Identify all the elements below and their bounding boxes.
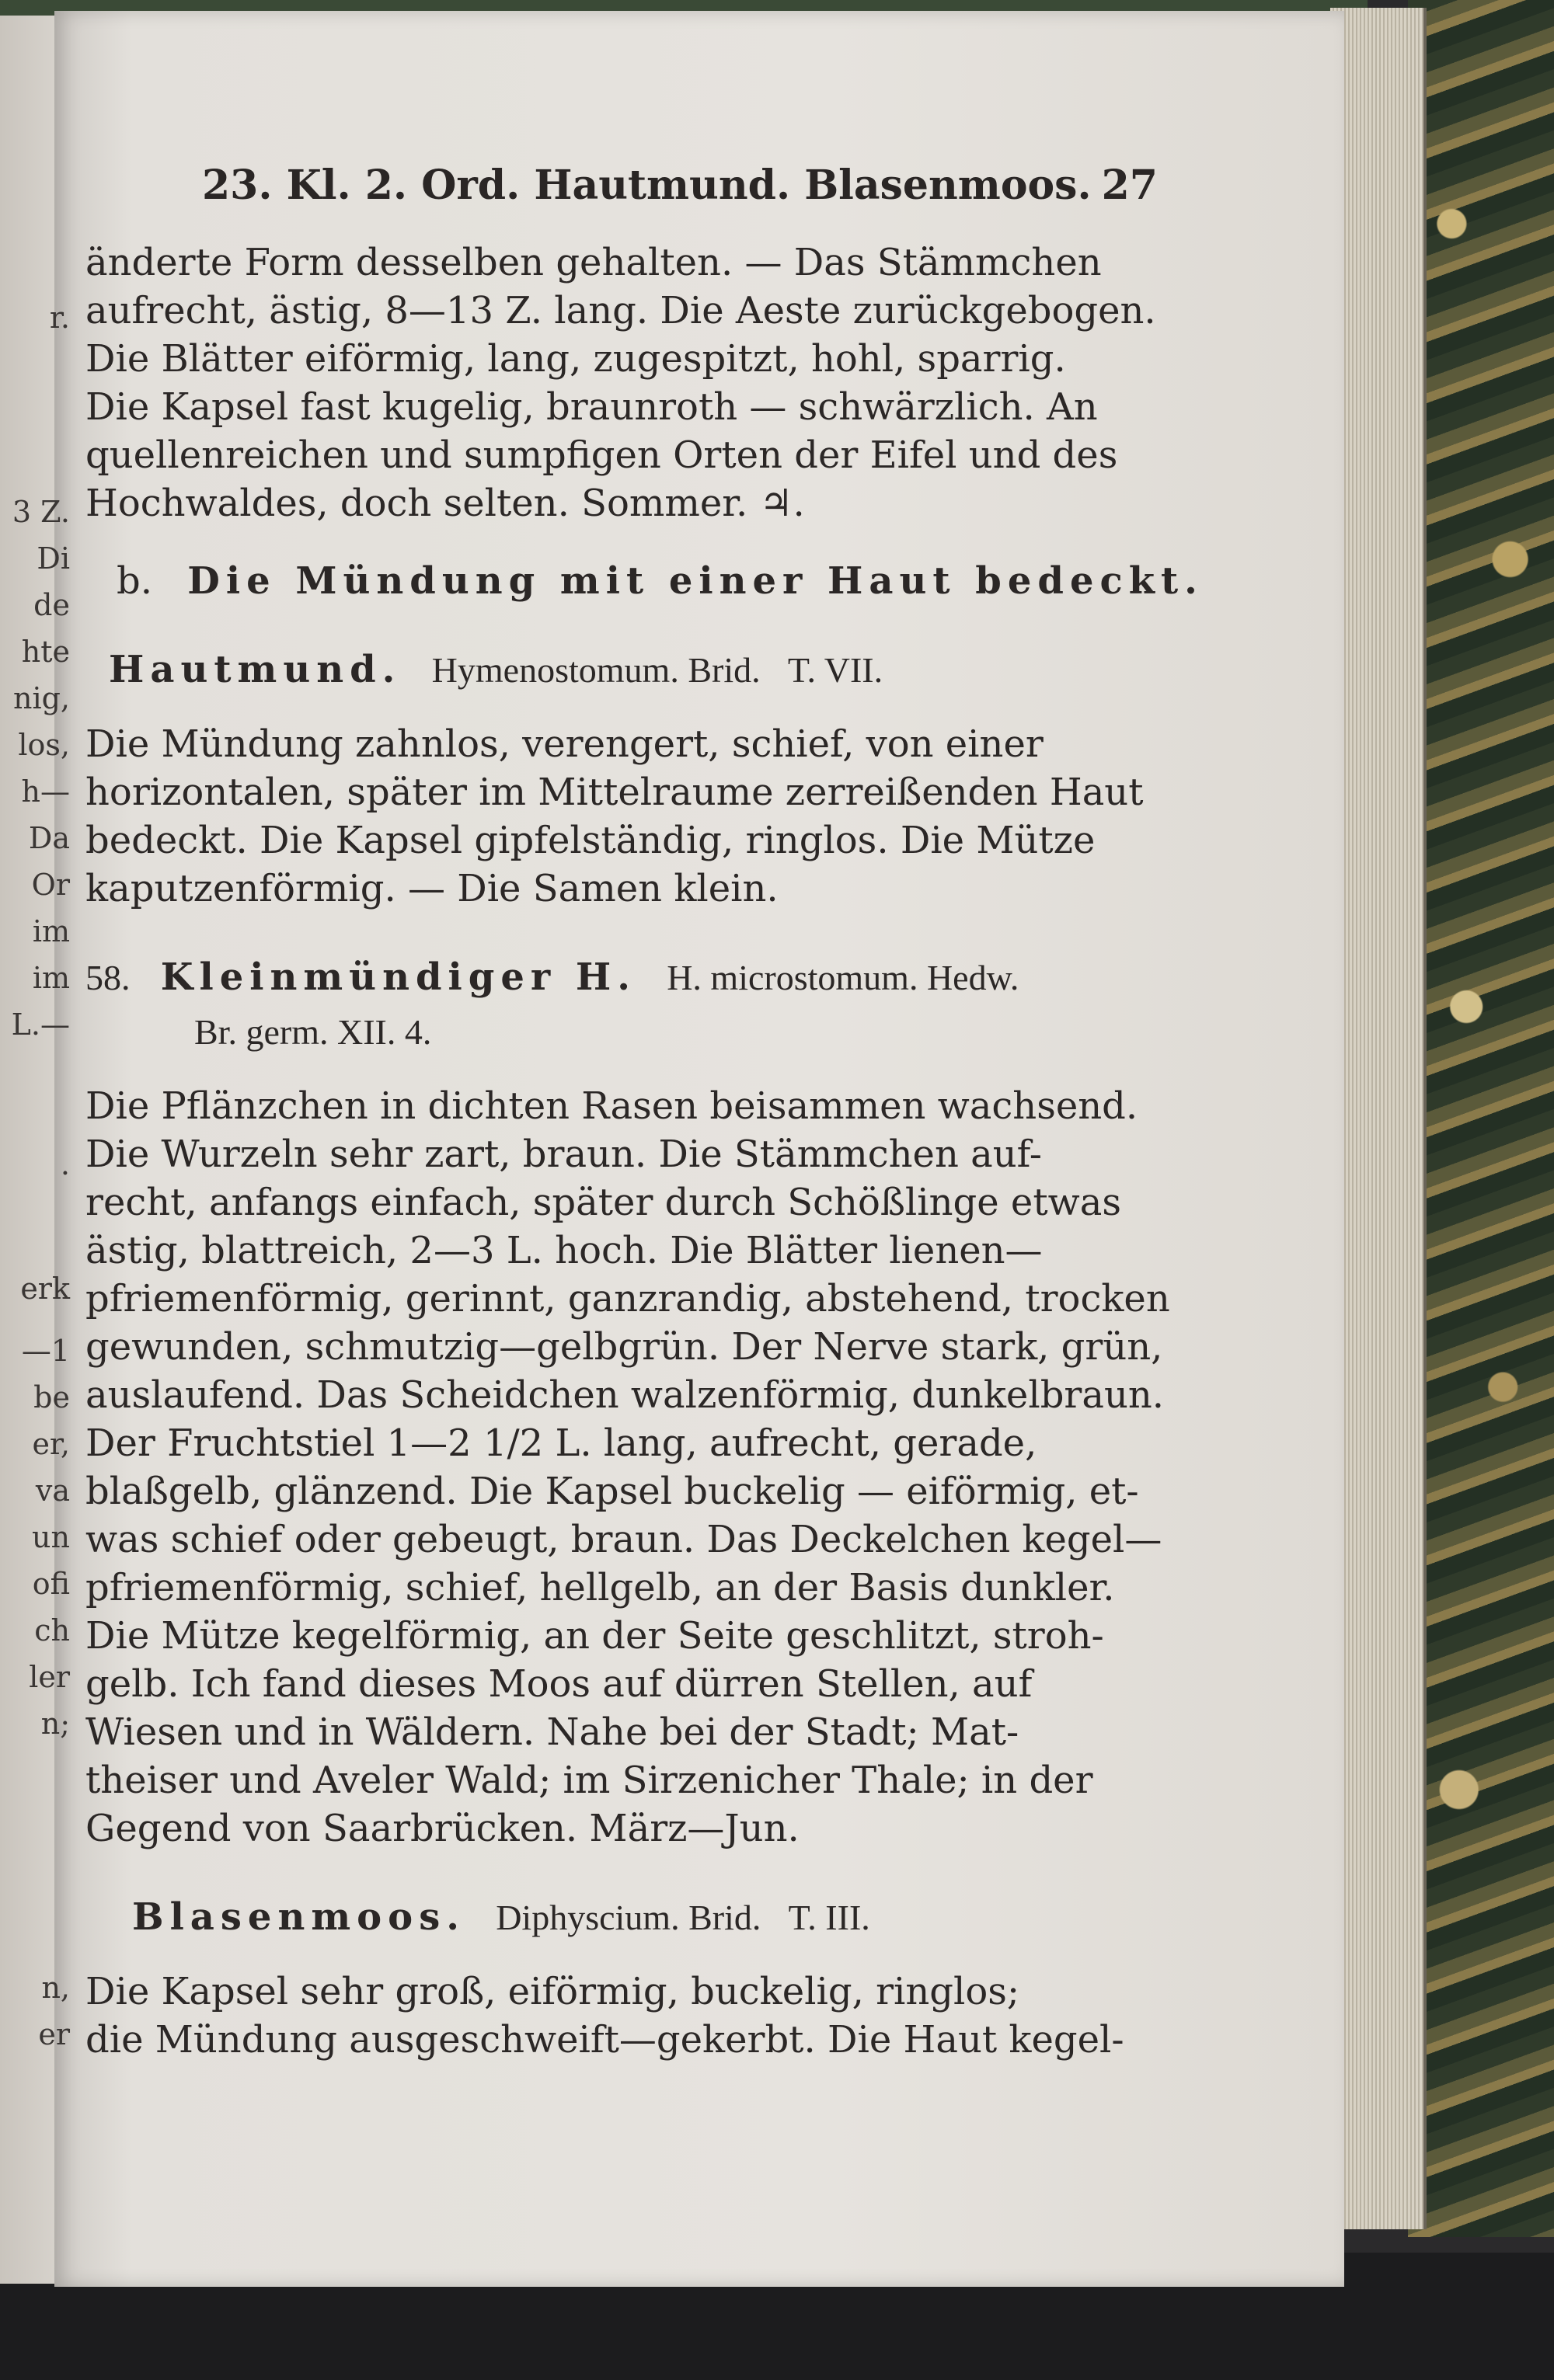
text-line: was schief oder gebeugt, braun. Das Deckelchen kegel— bbox=[85, 1518, 1162, 1561]
text-line: recht, anfangs einfach, später durch Schößlinge etwas bbox=[85, 1181, 1121, 1224]
text-line: horizontalen, später im Mittelraume zerreißenden Haut bbox=[85, 771, 1144, 814]
text-line: theiser und Aveler Wald; im Sirzenicher Thale; in der bbox=[85, 1759, 1093, 1802]
marbled-cover bbox=[1408, 0, 1554, 2237]
section-title: Die Mündung mit einer Haut bedeckt. bbox=[187, 559, 1204, 603]
margin-fragment: r. bbox=[49, 301, 70, 335]
text-line: Die Blätter eiförmig, lang, zugespitzt, hohl, sparrig. bbox=[85, 337, 1066, 381]
text-line: Die Mütze kegelförmig, an der Seite geschlitzt, stroh- bbox=[85, 1614, 1104, 1658]
genus-latin-name: Hymenostomum. Brid. bbox=[431, 650, 761, 690]
text-line: aufrecht, ästig, 8—13 Z. lang. Die Aeste zurückgebogen. bbox=[85, 289, 1156, 332]
genus-heading bbox=[132, 1895, 870, 1940]
species-heading bbox=[85, 955, 1019, 1000]
text-line: Die Mündung zahnlos, verengert, schief, von einer bbox=[85, 722, 1044, 766]
genus-reference: T. VII. bbox=[787, 650, 883, 690]
running-head-text: 23. Kl. 2. Ord. Hautmund. Blasenmoos. bbox=[202, 162, 1092, 209]
text-line: Die Kapsel fast kugelig, braunroth — schwärzlich. An bbox=[85, 385, 1098, 429]
text-line: ästig, blattreich, 2—3 L. hoch. Die Blätter lienen— bbox=[85, 1229, 1043, 1272]
text-line: gelb. Ich fand dieses Moos auf dürren Stellen, auf bbox=[85, 1662, 1033, 1706]
text-line: änderte Form desselben gehalten. — Das Stämmchen bbox=[85, 241, 1102, 284]
text-line: pfriemenförmig, gerinnt, ganzrandig, abstehend, trocken bbox=[85, 1277, 1170, 1320]
margin-fragment: L.— bbox=[11, 1007, 70, 1042]
margin-fragment: de bbox=[33, 588, 70, 622]
margin-fragment: hte bbox=[21, 635, 70, 669]
margin-fragment: . bbox=[60, 1147, 70, 1181]
page-number: 27 bbox=[1101, 162, 1158, 209]
margin-fragment: Or bbox=[31, 868, 70, 902]
margin-fragment: 3 Z. bbox=[12, 495, 70, 529]
text-line: Wiesen und in Wäldern. Nahe bei der Stadt; Mat- bbox=[85, 1710, 1019, 1754]
species-latin-name: H. microstomum. Hedw. bbox=[667, 958, 1019, 997]
text-line: pfriemenförmig, schief, hellgelb, an der Basis dunkler. bbox=[85, 1566, 1115, 1609]
margin-fragment: n; bbox=[40, 1707, 70, 1741]
species-name: Kleinmündiger H. bbox=[160, 955, 636, 999]
margin-fragment: h— bbox=[21, 774, 70, 809]
text-line: kaputzenförmig. — Die Samen klein. bbox=[85, 867, 779, 910]
margin-fragment: nig, bbox=[12, 681, 70, 715]
running-head bbox=[117, 162, 1158, 216]
margin-fragment: —1 bbox=[21, 1334, 70, 1368]
margin-fragment: un bbox=[32, 1520, 70, 1554]
species-reference bbox=[194, 1010, 431, 1054]
margin-fragment: va bbox=[35, 1474, 70, 1508]
margin-fragment: los, bbox=[18, 728, 70, 762]
margin-fragment: im bbox=[32, 914, 70, 948]
text-line: Gegend von Saarbrücken. März—Jun. bbox=[85, 1807, 800, 1850]
genus-reference: T. III. bbox=[788, 1898, 870, 1937]
margin-fragment: ofi bbox=[32, 1567, 70, 1601]
section-marker: b. bbox=[117, 559, 152, 603]
species-reference-text: Br. germ. XII. 4. bbox=[194, 1012, 432, 1052]
genus-latin-name: Diphyscium. Brid. bbox=[496, 1898, 761, 1937]
text-line: auslaufend. Das Scheidchen walzenförmig, dunkelbraun. bbox=[85, 1373, 1165, 1417]
text-line: blaßgelb, glänzend. Die Kapsel buckelig — eiförmig, et- bbox=[85, 1470, 1139, 1513]
text-line: Die Pflänzchen in dichten Rasen beisammen wachsend. bbox=[85, 1084, 1138, 1128]
species-number: 58. bbox=[85, 958, 131, 997]
margin-fragment: Da bbox=[28, 821, 70, 855]
text-line: Die Wurzeln sehr zart, braun. Die Stämmchen auf- bbox=[85, 1133, 1042, 1176]
margin-fragment: im bbox=[32, 961, 70, 995]
margin-fragment: ch bbox=[34, 1613, 70, 1648]
text-line: Hochwaldes, doch selten. Sommer. ♃. bbox=[85, 482, 805, 525]
text-line: die Mündung ausgeschweift—gekerbt. Die Haut kegel- bbox=[85, 2018, 1124, 2062]
text-line: Der Fruchtstiel 1—2 1/2 L. lang, aufrecht, gerade, bbox=[85, 1421, 1037, 1465]
margin-fragment: n, bbox=[41, 1971, 70, 2005]
text-line: bedeckt. Die Kapsel gipfelständig, ringlos. Die Mütze bbox=[85, 819, 1096, 862]
margin-fragment: er bbox=[38, 2017, 70, 2051]
margin-fragment: er, bbox=[32, 1427, 70, 1461]
text-line: gewunden, schmutzig—gelbgrün. Der Nerve stark, grün, bbox=[85, 1325, 1163, 1369]
page-edges bbox=[1330, 8, 1427, 2229]
section-heading bbox=[117, 559, 1204, 603]
margin-fragment: erk bbox=[20, 1272, 70, 1306]
genus-name: Blasenmoos. bbox=[132, 1895, 465, 1939]
margin-fragment: be bbox=[33, 1380, 70, 1414]
text-line: quellenreichen und sumpfigen Orten der Eifel und des bbox=[85, 433, 1118, 477]
genus-heading bbox=[109, 648, 883, 692]
margin-fragment: ler bbox=[29, 1660, 70, 1694]
margin-fragment: Di bbox=[37, 541, 70, 576]
text-line: Die Kapsel sehr groß, eiförmig, buckelig, ringlos; bbox=[85, 1970, 1020, 2013]
genus-name: Hautmund. bbox=[109, 648, 402, 691]
